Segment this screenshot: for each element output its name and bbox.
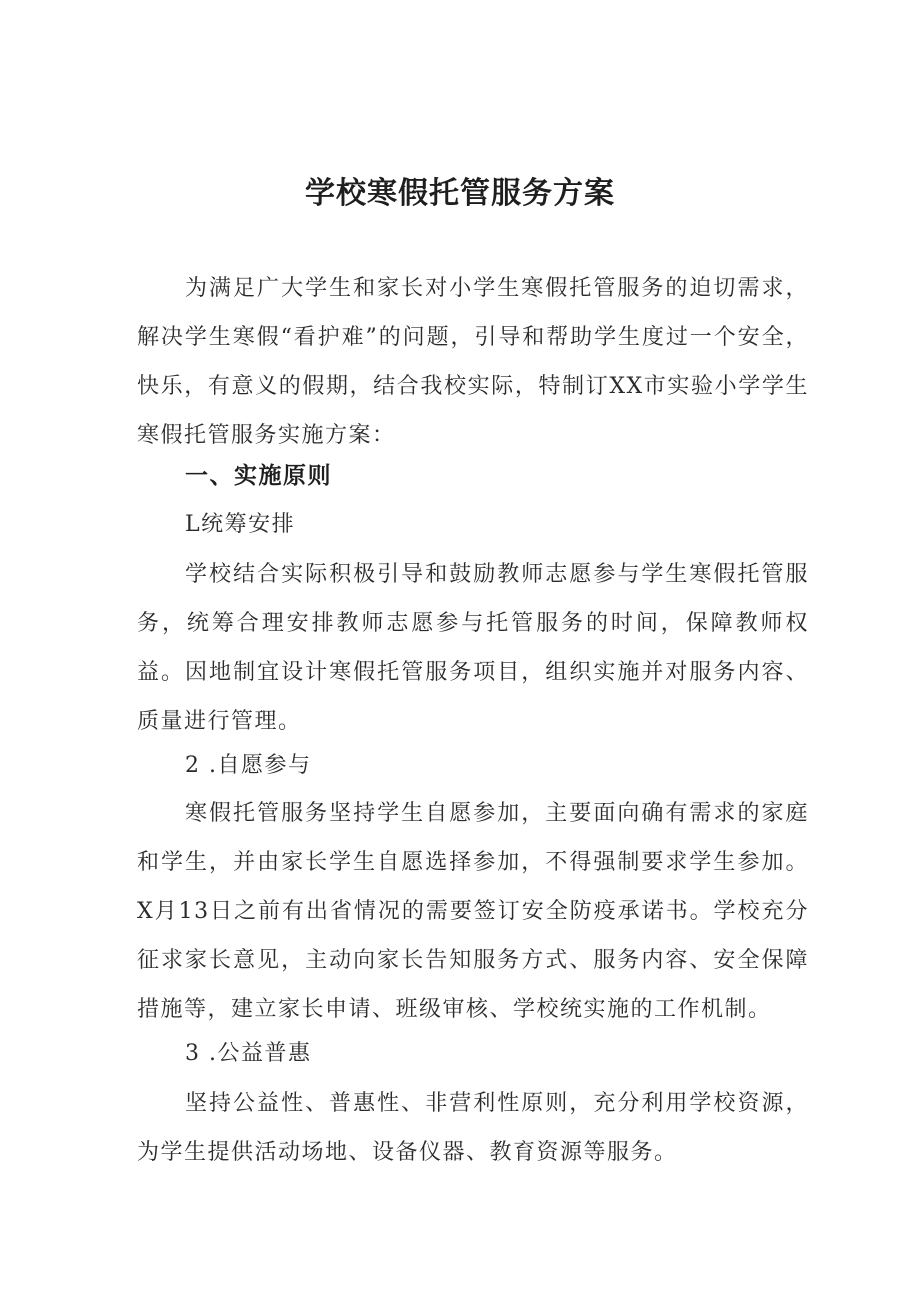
item-label-voluntary-participation: 2 .自愿参与 (185, 753, 312, 778)
item-paragraph-voluntary-participation: 寒假托管服务坚持学生自愿参加，主要面向确有需求的家庭和学生，并由家长学生自愿选择参加，不得强制要求学生参加。X月13日之前有出省情况的需要签订安全防疫承诺书。学校充分征求家长意见，主动向家长告知服务方式、服务内容、安全保障措施等，建立家长申请、班级审核、学校统实施的工作机制。 (137, 801, 809, 1022)
item-paragraph-public-welfare: 坚持公益性、普惠性、非营利性原则，充分利用学校资源，为学生提供活动场地、设备仪器、教育资源等服务。 (137, 1091, 809, 1165)
item-label-overall-planning: L统筹安排 (185, 512, 296, 537)
intro-paragraph: 为满足广大学生和家长对小学生寒假托管服务的迫切需求，解决学生寒假“看护难”的问题，引导和帮助学生度过一个安全，快乐，有意义的假期，结合我校实际，特制订XX市实验小学学生寒假托管服务实施方案： (137, 276, 809, 448)
section-heading-principles: 一、实施原则 (185, 463, 332, 489)
item-paragraph-overall-planning: 学校结合实际积极引导和鼓励教师志愿参与学生寒假托管服务，统筹合理安排教师志愿参与托管服务的时间，保障教师权益。因地制宜设计寒假托管服务项目，组织实施并对服务内容、质量进行管理。 (137, 562, 809, 734)
document-title: 学校寒假托管服务方案 (305, 176, 615, 211)
item-label-public-welfare: 3 .公益普惠 (185, 1041, 312, 1066)
